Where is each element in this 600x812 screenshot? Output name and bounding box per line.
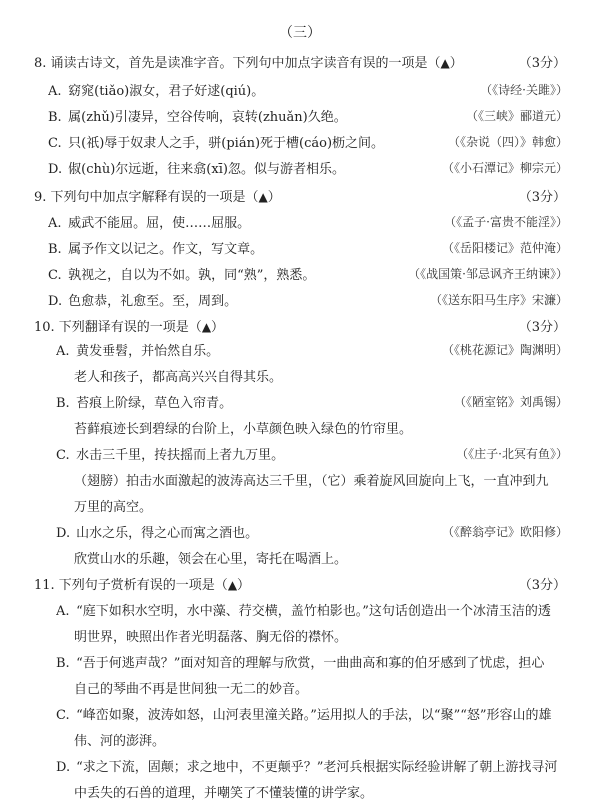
option-d (56, 522, 568, 541)
option-label: D. (56, 526, 71, 541)
option-text: “峰峦如聚，波涛如怒，山河表里潼关路。”运用拟人的手法，以“聚”“怒”形容山的雄 (76, 708, 552, 723)
option-text: 孰视之，自以为不如。孰，同“熟”，熟悉。 (68, 268, 316, 283)
option-text: “庭下如积水空明，水中藻、荇交横，盖竹柏影也。”这句话创造出一个冰清玉洁的透 (76, 604, 551, 619)
answer-blank: ▲ (227, 578, 238, 592)
option-source: （《岳阳楼记》范仲淹） (441, 241, 568, 255)
option-c (56, 704, 568, 723)
option-c (56, 444, 568, 463)
option-text-cont: 自己的琴曲不再是世间独一无二的妙音。 (74, 682, 309, 697)
question-score: （3分） (518, 56, 566, 71)
option-translation: 苔藓痕迹长到碧绿的台阶上，小草颜色映入绿色的竹帘里。 (74, 422, 413, 437)
question-10 (34, 316, 566, 335)
option-source: （《陋室铭》刘禹锡） (453, 395, 568, 409)
answer-blank: ▲ (440, 56, 450, 70)
option-text: 窈窕(tiǎo)淑女，君子好逑(qiú)。 (68, 84, 265, 99)
option-a (48, 80, 568, 99)
option-source: （《庄子·北冥有鱼》） (456, 447, 568, 461)
option-a (48, 212, 568, 231)
option-label: C. (56, 448, 70, 463)
option-text: “吾于何逃声哉？”面对知音的理解与欣赏，一曲曲高和寡的伯牙感到了忧虑，担心 (76, 656, 545, 671)
question-score: （3分） (518, 578, 566, 593)
option-label: B. (48, 242, 62, 257)
option-source: （《诗经·关雎》） (480, 83, 568, 97)
option-text-cont: 中丢失的石兽的道理，并嘲笑了不懂装懂的讲学家。 (74, 786, 374, 801)
option-text: 属予作文以记之。作文，写文章。 (68, 242, 264, 257)
section-title: （三） (279, 25, 321, 41)
option-label: B. (48, 110, 62, 125)
option-source: （《杂说（四）》韩愈） (447, 135, 568, 149)
option-text: 威武不能屈。屈，使……屈服。 (68, 216, 251, 231)
option-b (56, 392, 568, 411)
option-text: 苔痕上阶绿，草色入帘青。 (76, 396, 233, 411)
option-text: 山水之乐，得之心而寓之酒也。 (76, 526, 259, 541)
question-stem: 9. 下列句中加点字解释有误的一项是（▲） (34, 190, 281, 205)
question-stem: 10. 下列翻译有误的一项是（▲） (34, 320, 225, 335)
option-label: C. (48, 268, 62, 283)
option-a (56, 340, 568, 359)
option-label: D. (48, 162, 63, 177)
option-label: D. (48, 294, 63, 309)
answer-blank: ▲ (258, 190, 268, 204)
option-label: C. (56, 708, 70, 723)
option-label: A. (56, 344, 70, 359)
option-text: 只(祇)辱于奴隶人之手，骈(pián)死于槽(cáo)枥之间。 (68, 136, 385, 151)
option-label: A. (56, 604, 70, 619)
option-text: 俶(chù)尔远逝，往来翕(xī)忽。似与游者相乐。 (68, 162, 345, 177)
option-a (56, 600, 568, 619)
option-translation: 万里的高空。 (74, 500, 153, 515)
option-translation: 老人和孩子，都高高兴兴自得其乐。 (74, 370, 283, 385)
option-b (48, 238, 568, 257)
option-c (48, 132, 568, 151)
option-source: （《小石潭记》柳宗元） (441, 161, 568, 175)
option-label: D. (56, 760, 71, 775)
option-c (48, 264, 568, 283)
option-source: （《孟子·富贵不能淫》） (444, 215, 568, 229)
option-translation: 欣赏山水的乐趣，领会在心里，寄托在喝酒上。 (74, 552, 348, 567)
option-source: （《三峡》郦道元） (465, 109, 568, 123)
option-text: 色愈恭，礼愈至。至，周到。 (68, 294, 238, 309)
option-label: A. (48, 216, 62, 231)
option-text: “求之下流，固颠；求之地中，不更颠乎？”老河兵根据实际经验讲解了朝上游找寻河 (76, 760, 558, 775)
option-text-cont: 伟、河的澎湃。 (74, 734, 166, 749)
option-d (48, 158, 568, 177)
option-label: B. (56, 656, 70, 671)
option-d (48, 290, 568, 309)
option-label: A. (48, 84, 62, 99)
question-stem: 11. 下列句子赏析有误的一项是（▲） (34, 578, 251, 593)
option-text: 黄发垂髫，并怡然自乐。 (76, 344, 220, 359)
question-8 (34, 52, 566, 71)
option-d (56, 756, 568, 775)
option-b (48, 106, 568, 125)
question-11 (34, 574, 566, 593)
option-source: （《送东阳马生序》宋濂） (429, 293, 568, 307)
option-label: B. (56, 396, 70, 411)
question-score: （3分） (518, 190, 566, 205)
option-source: （《醉翁亭记》欧阳修） (441, 525, 568, 539)
option-text: 水击三千里，抟扶摇而上者九万里。 (76, 448, 285, 463)
option-translation: （翅膀）拍击水面激起的波涛高达三千里，（它）乘着旋风回旋向上飞，一直冲到九 (74, 474, 549, 489)
answer-blank: ▲ (201, 320, 212, 334)
question-score: （3分） (518, 320, 566, 335)
option-text-cont: 明世界，映照出作者光明磊落、胸无俗的襟怀。 (74, 630, 348, 645)
option-b (56, 652, 568, 671)
question-stem: 8. 诵读古诗文，首先是读准字音。下列句中加点字读音有误的一项是（▲） (34, 56, 463, 71)
option-text: 属(zhǔ)引凄异，空谷传响，哀转(zhuǎn)久绝。 (68, 110, 347, 125)
question-9 (34, 186, 566, 205)
option-source: （《桃花源记》陶渊明） (441, 343, 568, 357)
option-source: （《战国策·邹忌讽齐王纳谏》） (408, 267, 568, 281)
option-label: C. (48, 136, 62, 151)
